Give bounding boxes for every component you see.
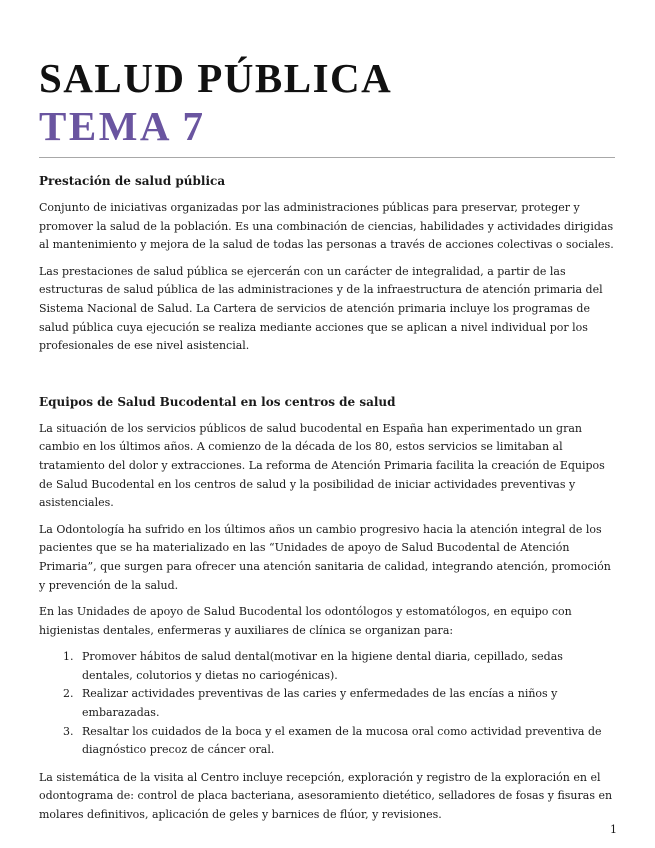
title-divider — [39, 157, 615, 158]
paragraph: Las prestaciones de salud pública se ejercerán con un carácter de integralidad, a partir de las estructuras de salud pública de las administraciones y de la infraestructura de atención primaria del Sistema Nacional de Salud. La Cartera de servicios de atención primaria incluye los programas de salud pública cuya ejecución se realiza mediante acciones que se aplican a nivel individual por los profesionales de ese nivel asistencial. — [39, 264, 603, 353]
page-number: 1 — [610, 823, 617, 836]
paragraph: La situación de los servicios públicos de salud bucodental en España han experimentado un gran cambio en los últimos años. A comienzo de la década de los 80, estos servicios se limitaban al tratamiento del dolor y extracciones. La reforma de Atención Primaria facilita la creación de Equipos de Salud Bucodental en los centros de salud y la posibilidad de iniciar actividades preventivas y asistenciales. — [39, 421, 605, 510]
paragraph: La Odontología ha sufrido en los últimos años un cambio progresivo hacia la atención integral de los pacientes que se ha materializado en las “Unidades de apoyo de Salud Bucodental de Atención Primaria”, que surgen para ofrecer una atención sanitaria de calidad, integrando atención, promoción y prevención de la salud. — [39, 522, 611, 592]
numbered-list — [39, 648, 615, 760]
document-title: SALUD PÚBLICA — [39, 55, 393, 101]
list-item: 3. Resaltar los cuidados de la boca y el examen de la mucosa oral como actividad preventiva de diagnóstico precoz de cáncer oral. — [77, 723, 615, 760]
paragraph: La sistemática de la visita al Centro incluye recepción, exploración y registro de la exploración en el odontograma de: control de placa bacteriana, asesoramiento dietético, selladores de fosas y fisuras en molares definitivos, aplicación de geles y barnices de flúor, y revisiones. — [39, 770, 613, 822]
document-subtitle: TEMA 7 — [39, 103, 206, 149]
list-item: 1. Promover hábitos de salud dental(motivar en la higiene dental diaria, cepillado, sedas dentales, colutorios y dietas no cariogénicas). — [77, 648, 615, 685]
paragraph: En las Unidades de apoyo de Salud Bucodental los odontólogos y estomatólogos, en equipo con higienistas dentales, enfermeras y auxiliares de clínica se organizan para: — [39, 605, 572, 637]
document-body — [39, 172, 615, 825]
section-heading-salud-bucodental: Equipos de Salud Bucodental en los centros de salud — [39, 394, 396, 409]
paragraph: Conjunto de iniciativas organizadas por las administraciones públicas para preservar, proteger y promover la salud de la población. Es una combinación de ciencias, habilidades y actividades dirigidas al mantenimiento y mejora de la salud de todas las personas a través de acciones colectivas o sociales. — [39, 201, 614, 252]
list-item: 2. Realizar actividades preventivas de las caries y enfermedades de las encías a niños y embarazadas. — [77, 685, 615, 722]
section-heading-salud-publica: Prestación de salud pública — [39, 174, 226, 188]
